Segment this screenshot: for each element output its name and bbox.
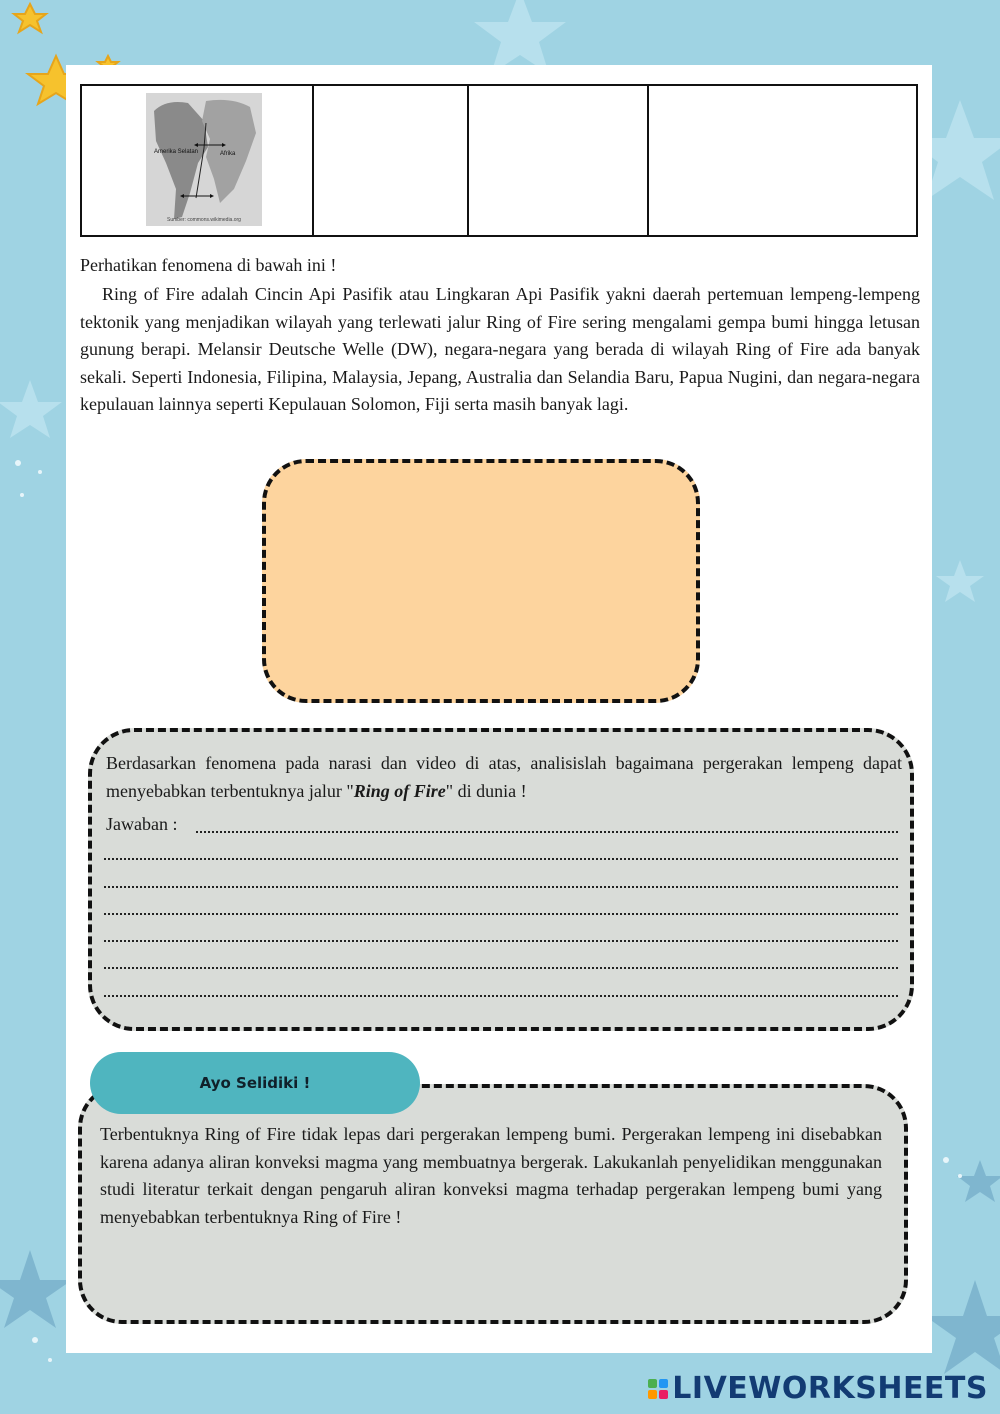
inquiry-box: [78, 1084, 908, 1324]
answer-line[interactable]: [104, 995, 898, 997]
instruction-text: Perhatikan fenomena di bawah ini !: [80, 255, 337, 275]
answer-line[interactable]: [104, 858, 898, 860]
continents-map-icon: [146, 93, 262, 226]
image-cell-continents: [82, 86, 314, 235]
answer-line[interactable]: [104, 886, 898, 888]
question-text-after: " di dunia !: [445, 780, 527, 801]
answer-line[interactable]: [104, 913, 898, 915]
question-text: [106, 750, 902, 805]
answer-line[interactable]: [104, 967, 898, 969]
inquiry-text: Terbentuknya Ring of Fire tidak lepas dari pergerakan lempeng bumi. Pergerakan lempeng ini disebabkan karena adanya aliran konveksi magma yang membuatnya bergerak. Lakukanlah penyelidikan menggunakan studi literatur terkait dengan pengaruh aliran konveksi magma terhadap pergerakan lempeng bumi yang menyebabkan terbentuknya Ring of Fire !: [100, 1124, 882, 1227]
answer-line[interactable]: [104, 940, 898, 942]
liveworksheets-logo: [648, 1371, 988, 1406]
answer-label: Jawaban :: [106, 814, 178, 834]
video-placeholder[interactable]: [262, 459, 700, 703]
ring-of-fire-paragraph: Ring of Fire adalah Cincin Api Pasifik atau Lingkaran Api Pasifik yakni daerah pertemuan lempeng-lempeng tektonik yang menjadikan wilayah yang terlewati jalur Ring of Fire sering mengalami gempa bumi hingga letusan gunung berapi. Melansir Deutsche Welle (DW), negara-negara yang berada di wilayah Ring of Fire ada banyak sekali. Seperti Indonesia, Filipina, Malaysia, Jepang, Australia dan Selandia Baru, Papua Nugini, dan negara-negara kepulauan lainnya seperti Kepulauan Solomon, Fiji serta masih banyak lagi.: [80, 284, 920, 414]
image-cell-2: [314, 86, 469, 235]
continental-drift-map: [146, 93, 262, 226]
map-label-south-america: Amerika Selatan: [154, 149, 199, 155]
map-caption: Sumber: commons.wikimedia.org: [167, 217, 241, 223]
brand-name: LIVEWORKSHEETS: [672, 1371, 988, 1406]
worksheet-page: [66, 65, 932, 1353]
question-box: [88, 728, 914, 1031]
question-emphasis: Ring of Fire: [353, 780, 446, 801]
answer-line[interactable]: [196, 831, 898, 833]
question-text-before: Berdasarkan fenomena pada narasi dan video di atas, analisislah bagaimana pergerakan lempeng dapat menyebabkan terbentuknya jalur ": [106, 753, 902, 801]
ayo-selidiki-tab: Ayo Selidiki !: [90, 1052, 420, 1114]
map-label-africa: Afrika: [220, 151, 236, 157]
brand-logo-icon: [648, 1379, 668, 1399]
image-cell-3: [469, 86, 649, 235]
image-table: [80, 84, 918, 237]
image-cell-4: [649, 86, 916, 235]
